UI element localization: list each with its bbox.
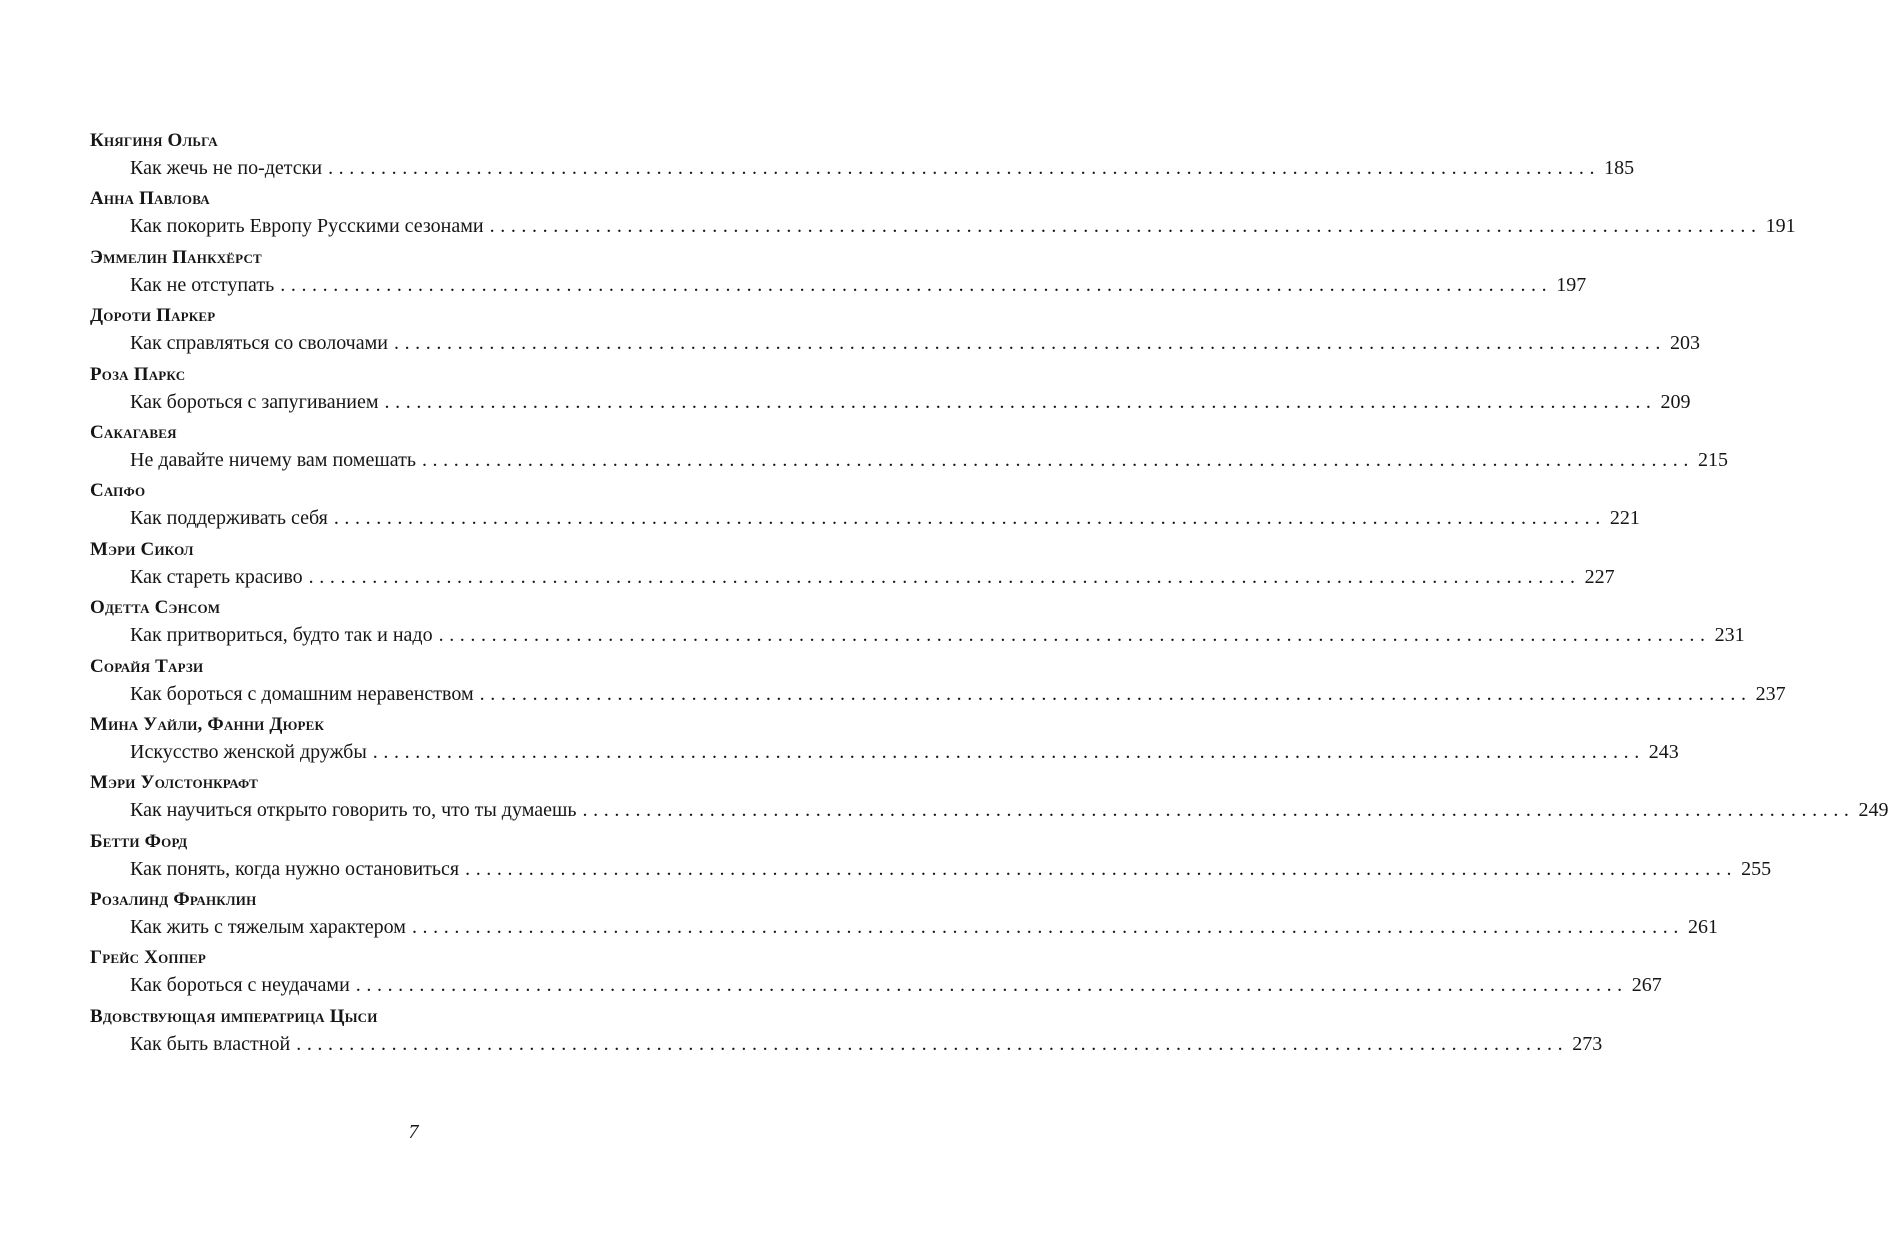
toc-entry (90, 186, 1796, 244)
toc-page-number: 215 (1697, 448, 1728, 471)
toc-page-number: 185 (1604, 157, 1635, 179)
toc-entry (90, 537, 1615, 595)
toc-author: Мэри Сикол (90, 538, 194, 560)
dot-leader: ........................................................................................................................ (308, 565, 1581, 588)
toc-entry (90, 770, 1889, 828)
toc-author: Бетти Форд (90, 830, 188, 852)
toc-page-number: 221 (1609, 507, 1640, 530)
toc-entry (90, 654, 1786, 712)
toc-page-number: 255 (1741, 857, 1772, 880)
dot-leader: ........................................................................................................................ (438, 624, 1711, 647)
toc-page-number: 237 (1755, 682, 1786, 705)
toc-page-number: 231 (1714, 624, 1745, 647)
toc-line (130, 448, 1728, 472)
toc-entry (90, 128, 1635, 186)
toc-page-number: 227 (1584, 565, 1615, 588)
toc-chapter-title: Как научиться открыто говорить то, что ты думаешь (130, 799, 577, 822)
toc-line (130, 332, 1700, 355)
toc-chapter-title: Как понять, когда нужно остановиться (130, 857, 460, 880)
toc-entry (90, 595, 1745, 653)
toc-entry (90, 245, 1587, 303)
toc-chapter-title: Как бороться с неудачами (130, 974, 350, 997)
toc-chapter-title: Как жечь не по-детски (130, 157, 323, 179)
dot-leader: ........................................................................................................................ (489, 215, 1762, 238)
toc-chapter-title: Как не отступать (130, 273, 275, 296)
toc-author: Анна Павлова (90, 188, 210, 210)
toc-chapter-title: Как притвориться, будто так и надо (130, 624, 433, 647)
toc-chapter-title: Как справляться со сволочами (130, 332, 388, 355)
toc-author: Сакагавея (90, 421, 177, 443)
page-number: 7 (408, 1121, 419, 1143)
toc-author: Грейс Хоппер (90, 947, 207, 969)
toc-line (130, 565, 1615, 589)
toc-author: Сапфо (90, 480, 146, 502)
toc-entry (90, 945, 1662, 1003)
toc-line (130, 215, 1796, 238)
toc-page-number: 191 (1765, 215, 1796, 238)
toc-line (130, 916, 1718, 939)
dot-leader: ........................................................................................................................ (280, 273, 1553, 296)
toc-line (130, 799, 1889, 822)
toc-entry (90, 829, 1772, 887)
dot-leader: ........................................................................................................................ (582, 799, 1855, 822)
toc-page-number: 273 (1572, 1032, 1603, 1055)
dot-leader: ........................................................................................................................ (355, 974, 1628, 997)
toc-line (130, 507, 1640, 530)
toc-line (130, 390, 1691, 414)
toc-author: Одетта Сэнсом (90, 597, 221, 619)
toc-chapter-title: Как быть властной (130, 1032, 291, 1055)
toc-chapter-title: Как бороться с запугиванием (130, 390, 379, 413)
toc-chapter-title: Не давайте ничему вам помешать (130, 448, 416, 471)
toc-page-number: 267 (1631, 974, 1662, 997)
toc-line (130, 857, 1772, 881)
toc-line (130, 740, 1679, 764)
toc-author: Дороти Паркер (90, 305, 216, 327)
dot-leader: ........................................................................................................................ (465, 857, 1738, 880)
toc-author: Мина Уайли, Фанни Дюрек (90, 713, 325, 735)
toc-line (130, 624, 1745, 647)
toc-author: Розалинд Франклин (90, 889, 257, 911)
dot-leader: ........................................................................................................................ (479, 682, 1752, 705)
dot-leader: ........................................................................................................................ (384, 390, 1657, 413)
dot-leader: ........................................................................................................................ (393, 332, 1666, 355)
dot-leader: ........................................................................................................................ (372, 740, 1645, 763)
dot-leader: ........................................................................................................................ (296, 1032, 1569, 1055)
toc-line (130, 974, 1662, 997)
toc-entry (90, 478, 1640, 536)
toc-author: Эммелин Панкхёрст (90, 246, 262, 268)
toc-chapter-title: Как бороться с домашним неравенством (130, 682, 474, 705)
toc-author: Роза Паркс (90, 363, 186, 385)
toc-entry (90, 303, 1700, 361)
toc-line (130, 157, 1635, 180)
toc-page-number: 197 (1556, 273, 1587, 296)
toc-entry (90, 1004, 1603, 1062)
toc-line (130, 1032, 1603, 1056)
toc-page-number: 261 (1687, 916, 1718, 939)
toc-chapter-title: Как стареть красиво (130, 565, 303, 588)
toc-entry (90, 420, 1728, 478)
toc-entry (90, 712, 1679, 770)
toc-line (130, 682, 1786, 706)
toc-chapter-title: Как поддерживать себя (130, 507, 328, 530)
toc-chapter-title: Как жить с тяжелым характером (130, 916, 406, 939)
toc-page-number: 249 (1858, 799, 1889, 822)
toc-author: Княгиня Ольга (90, 130, 218, 151)
toc-page-number: 243 (1648, 740, 1679, 763)
toc-author: Мэри Уолстонкрафт (90, 772, 258, 794)
table-of-contents (90, 128, 1889, 1062)
toc-author: Сорайя Тарзи (90, 655, 204, 677)
dot-leader: ........................................................................................................................ (421, 448, 1694, 471)
toc-author: Вдовствующая императрица Цыси (90, 1005, 378, 1027)
dot-leader: ........................................................................................................................ (333, 507, 1606, 530)
toc-chapter-title: Искусство женской дружбы (130, 740, 367, 763)
toc-entry (90, 362, 1691, 420)
toc-chapter-title: Как покорить Европу Русскими сезонами (130, 215, 484, 238)
toc-entry (90, 887, 1718, 945)
dot-leader: ........................................................................................................................ (411, 916, 1684, 939)
dot-leader: ........................................................................................................................ (328, 157, 1601, 179)
toc-page-number: 203 (1669, 332, 1700, 355)
toc-line (130, 273, 1587, 297)
toc-page-number: 209 (1660, 390, 1691, 413)
